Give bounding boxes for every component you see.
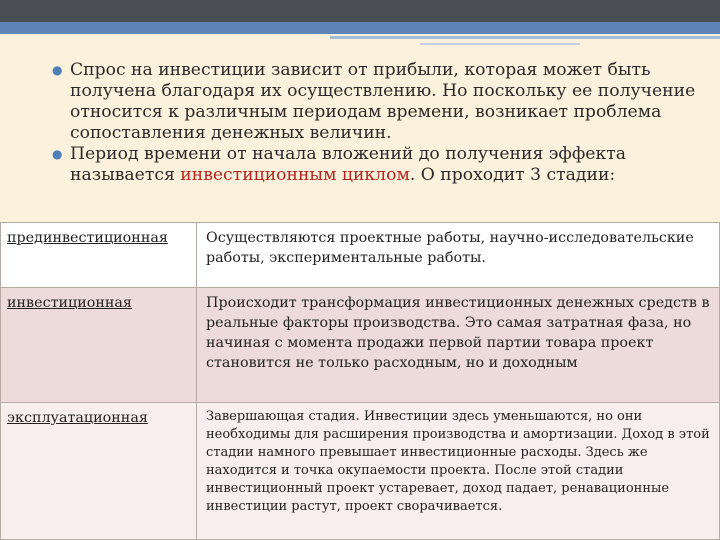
- bullet-dot-icon: ●: [52, 147, 63, 161]
- table-row: [1, 223, 720, 288]
- stage-name: прединвестиционная: [1, 223, 197, 288]
- bullet-dot-icon: ●: [52, 63, 63, 77]
- stage-name: эксплуатационная: [1, 403, 197, 540]
- top-dark-bar: [0, 0, 720, 22]
- accent-stripe: [330, 36, 720, 39]
- table-row: [1, 288, 720, 403]
- bullet-text: Спрос на инвестиции зависит от прибыли, которая может быть получена благодаря их осуществлению. Но поскольку ее получение относится к различным периодам времени, возникает проблема сопоставления денежных величин.: [70, 60, 696, 143]
- bullet-text-part: Период времени от начала вложений до получения эффекта называется: [70, 144, 626, 185]
- bullet-item-cycle: [52, 144, 707, 186]
- top-accent-bar: [0, 22, 720, 34]
- bullet-text-part: . О проходит 3 стадии:: [409, 165, 616, 185]
- accent-stripe-short: [420, 43, 580, 45]
- highlight-term: инвестиционным циклом: [180, 165, 410, 185]
- bullet-text: [70, 144, 626, 185]
- bullet-item-demand: [52, 60, 707, 144]
- bullet-list: [52, 60, 707, 186]
- stage-description: Осуществляются проектные работы, научно-исследовательские работы, экспериментальные работы.: [197, 223, 720, 288]
- table-row: [1, 403, 720, 540]
- stages-table: [0, 222, 720, 540]
- stage-description: Происходит трансформация инвестиционных денежных средств в реальные факторы производства. Это самая затратная фаза, но начиная с момента продажи первой партии товара проект становится не только расходным, но и доходным: [197, 288, 720, 403]
- stage-description: Завершающая стадия. Инвестиции здесь уменьшаются, но они необходимы для расширения производства и амортизации. Доход в этой стадии намного превышает инвестиционные расходы. Здесь же находится и точка окупаемости проекта. После этой стадии инвестиционный проект устаревает, доход падает, ренавационные инвестиции растут, проект сворачивается.: [197, 403, 720, 540]
- stage-name: инвестиционная: [1, 288, 197, 403]
